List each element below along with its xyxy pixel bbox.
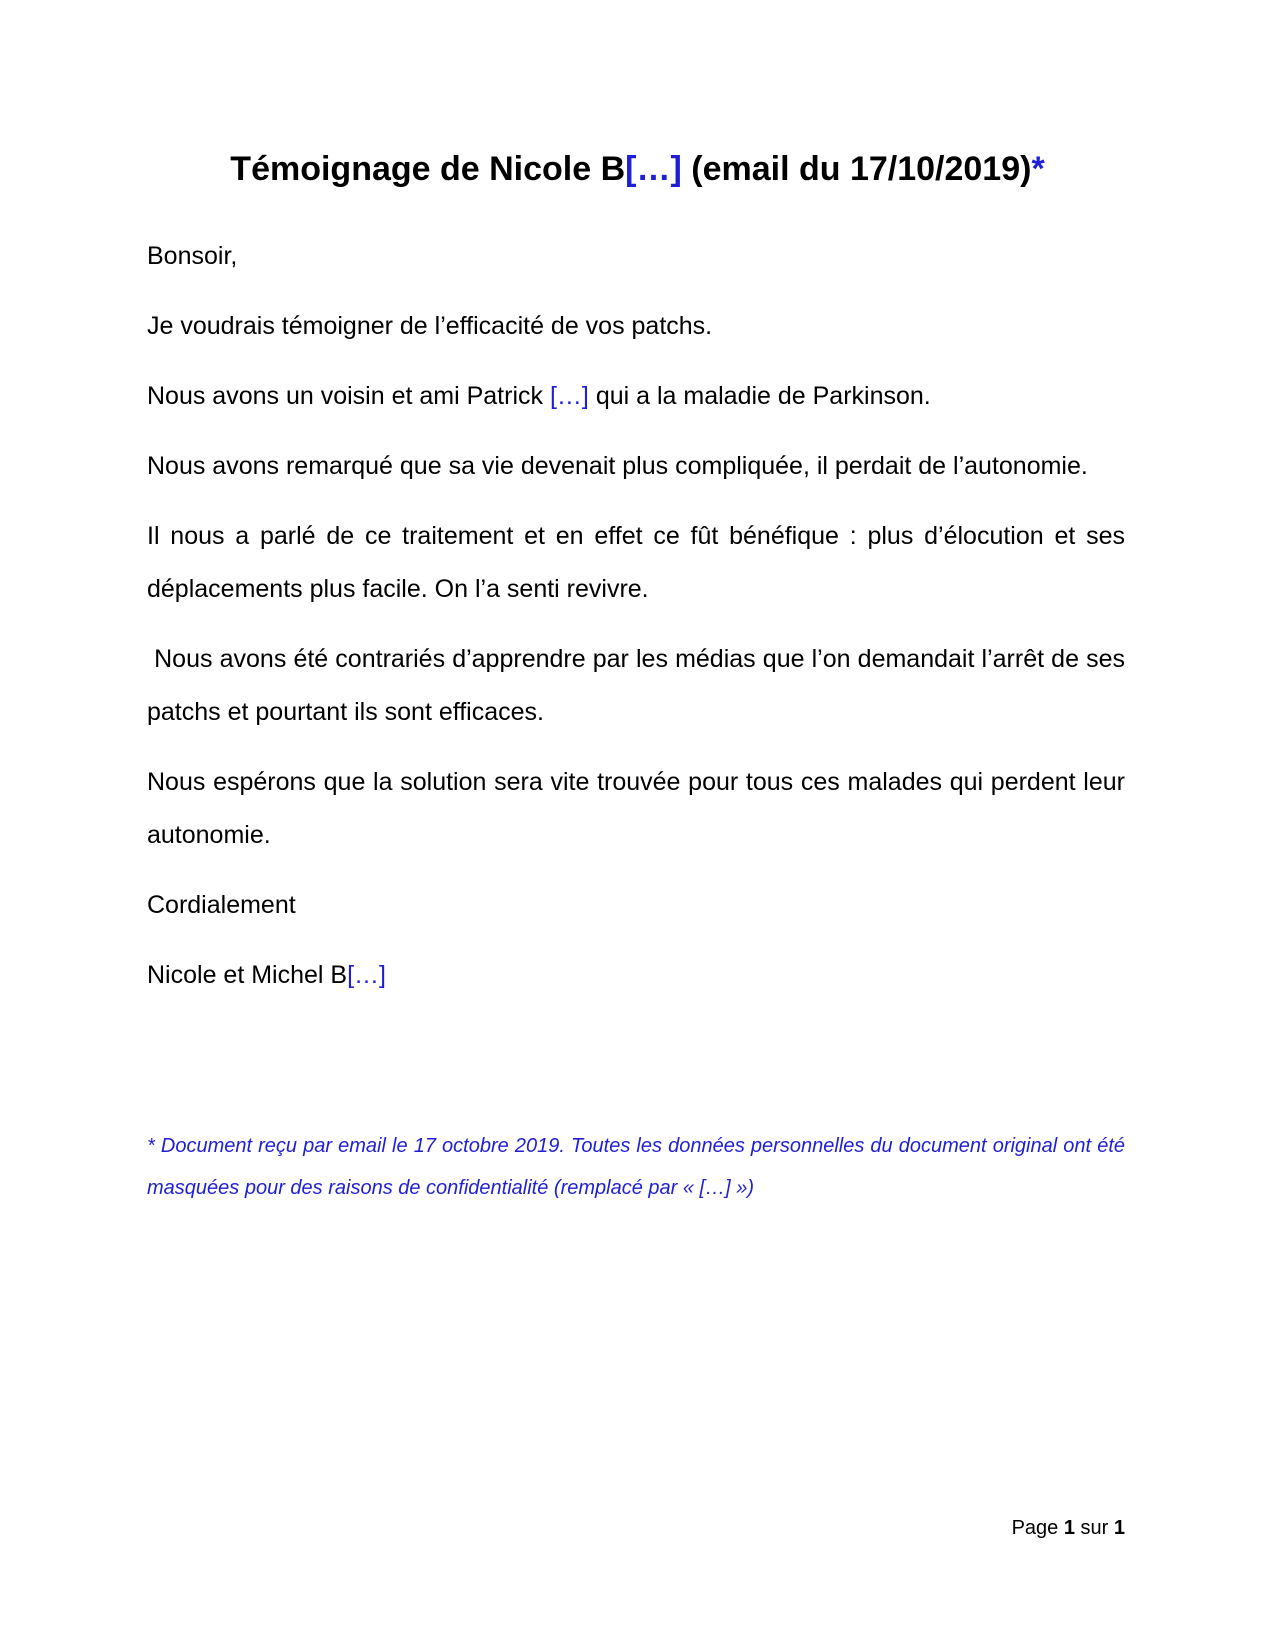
page-prefix: Page <box>1011 1517 1064 1539</box>
document-title <box>0 147 1275 191</box>
signature-redaction: […] <box>347 961 386 989</box>
title-redaction: […] <box>625 150 682 188</box>
signature <box>147 949 1125 1002</box>
closing: Cordialement <box>147 891 296 919</box>
greeting: Bonsoir, <box>147 242 238 270</box>
paragraph-3: Nous avons remarqué que sa vie devenait plus compliquée, il perdait de l’autonomie. <box>147 452 1088 480</box>
page-middle: sur <box>1074 1517 1114 1539</box>
title-text: Témoignage de Nicole B <box>230 150 626 188</box>
paragraph-5: Nous avons été contrariés d’apprendre par les médias que l’on demandait l’arrêt de ses patchs et pourtant ils sont efficaces. <box>147 645 1132 726</box>
confidentiality-note: * Document reçu par email le 17 octobre 2019. Toutes les données personnelles du document original ont été masquées pour des raisons de confidentialité (remplacé par « […] ») <box>147 1135 1125 1199</box>
paragraph-2-redaction: […] <box>549 382 589 410</box>
paragraph-2-start: Nous avons un voisin et ami Patrick <box>147 382 550 410</box>
paragraph-2 <box>147 370 1125 423</box>
paragraph-6: Nous espérons que la solution sera vite trouvée pour tous ces malades qui perdent leur autonomie. <box>147 768 1125 849</box>
paragraph-2-end: qui a la maladie de Parkinson. <box>588 382 931 410</box>
letter-body <box>147 230 1132 1019</box>
page-current: 1 <box>1063 1517 1075 1539</box>
page-number <box>1012 1515 1125 1541</box>
title-date: (email du 17/10/2019) <box>681 150 1032 188</box>
page-total: 1 <box>1113 1517 1125 1539</box>
paragraph-4: Il nous a parlé de ce traitement et en effet ce fût bénéfique : plus d’élocution et ses déplacements plus facile. On l’a senti revivre. <box>147 522 1125 603</box>
signature-name: Nicole et Michel B <box>147 961 348 989</box>
title-asterisk: * <box>1031 150 1045 188</box>
paragraph-1: Je voudrais témoigner de l’efficacité de vos patchs. <box>147 312 713 340</box>
